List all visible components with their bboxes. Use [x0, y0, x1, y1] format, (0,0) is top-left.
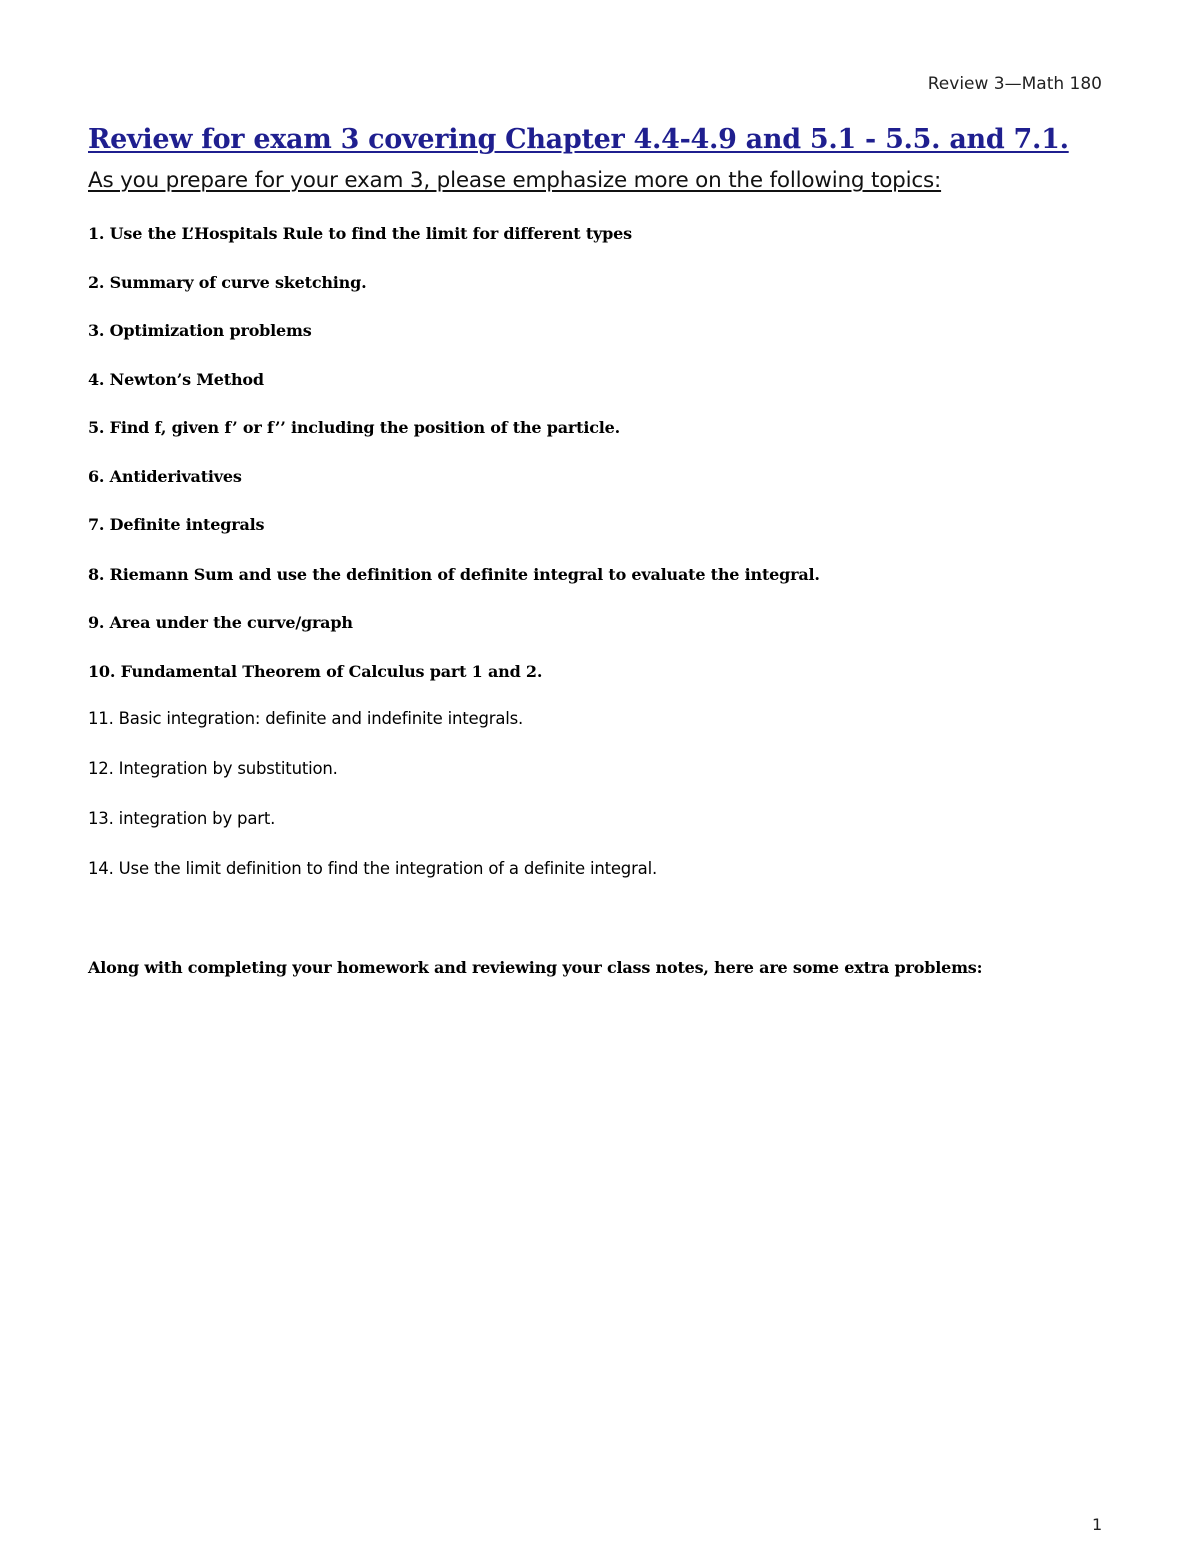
topic-item-9: 9. Area under the curve/graph: [88, 613, 353, 632]
topic-item-13: 13. integration by part.: [88, 809, 276, 828]
topic-item-7: 7. Definite integrals: [88, 515, 265, 534]
topic-item-4: 4. Newton’s Method: [88, 370, 264, 389]
page-number: 1: [1092, 1515, 1103, 1534]
topic-item-14: 14. Use the limit definition to find the integration of a definite integral.: [88, 859, 658, 878]
document-subtitle: As you prepare for your exam 3, please emphasize more on the following topics:: [88, 168, 942, 193]
document-title: Review for exam 3 covering Chapter 4.4-4.9 and 5.1 - 5.5. and 7.1.: [88, 124, 1069, 155]
topic-item-5: 5. Find f, given f’ or f’’ including the position of the particle.: [88, 418, 620, 437]
topic-item-11: 11. Basic integration: definite and indefinite integrals.: [88, 709, 524, 728]
topic-item-2: 2. Summary of curve sketching.: [88, 273, 367, 292]
topic-item-10: 10. Fundamental Theorem of Calculus part 1 and 2.: [88, 662, 543, 681]
topic-item-12: 12. Integration by substitution.: [88, 759, 338, 778]
topic-item-1: 1. Use the L’Hospitals Rule to find the limit for different types: [88, 224, 632, 243]
topic-item-8: 8. Riemann Sum and use the definition of definite integral to evaluate the integral.: [88, 565, 820, 584]
topic-item-3: 3. Optimization problems: [88, 321, 312, 340]
running-header: Review 3—Math 180: [927, 74, 1102, 94]
topic-item-6: 6. Antiderivatives: [88, 467, 242, 486]
closing-statement: Along with completing your homework and reviewing your class notes, here are some extra problems:: [88, 958, 983, 977]
